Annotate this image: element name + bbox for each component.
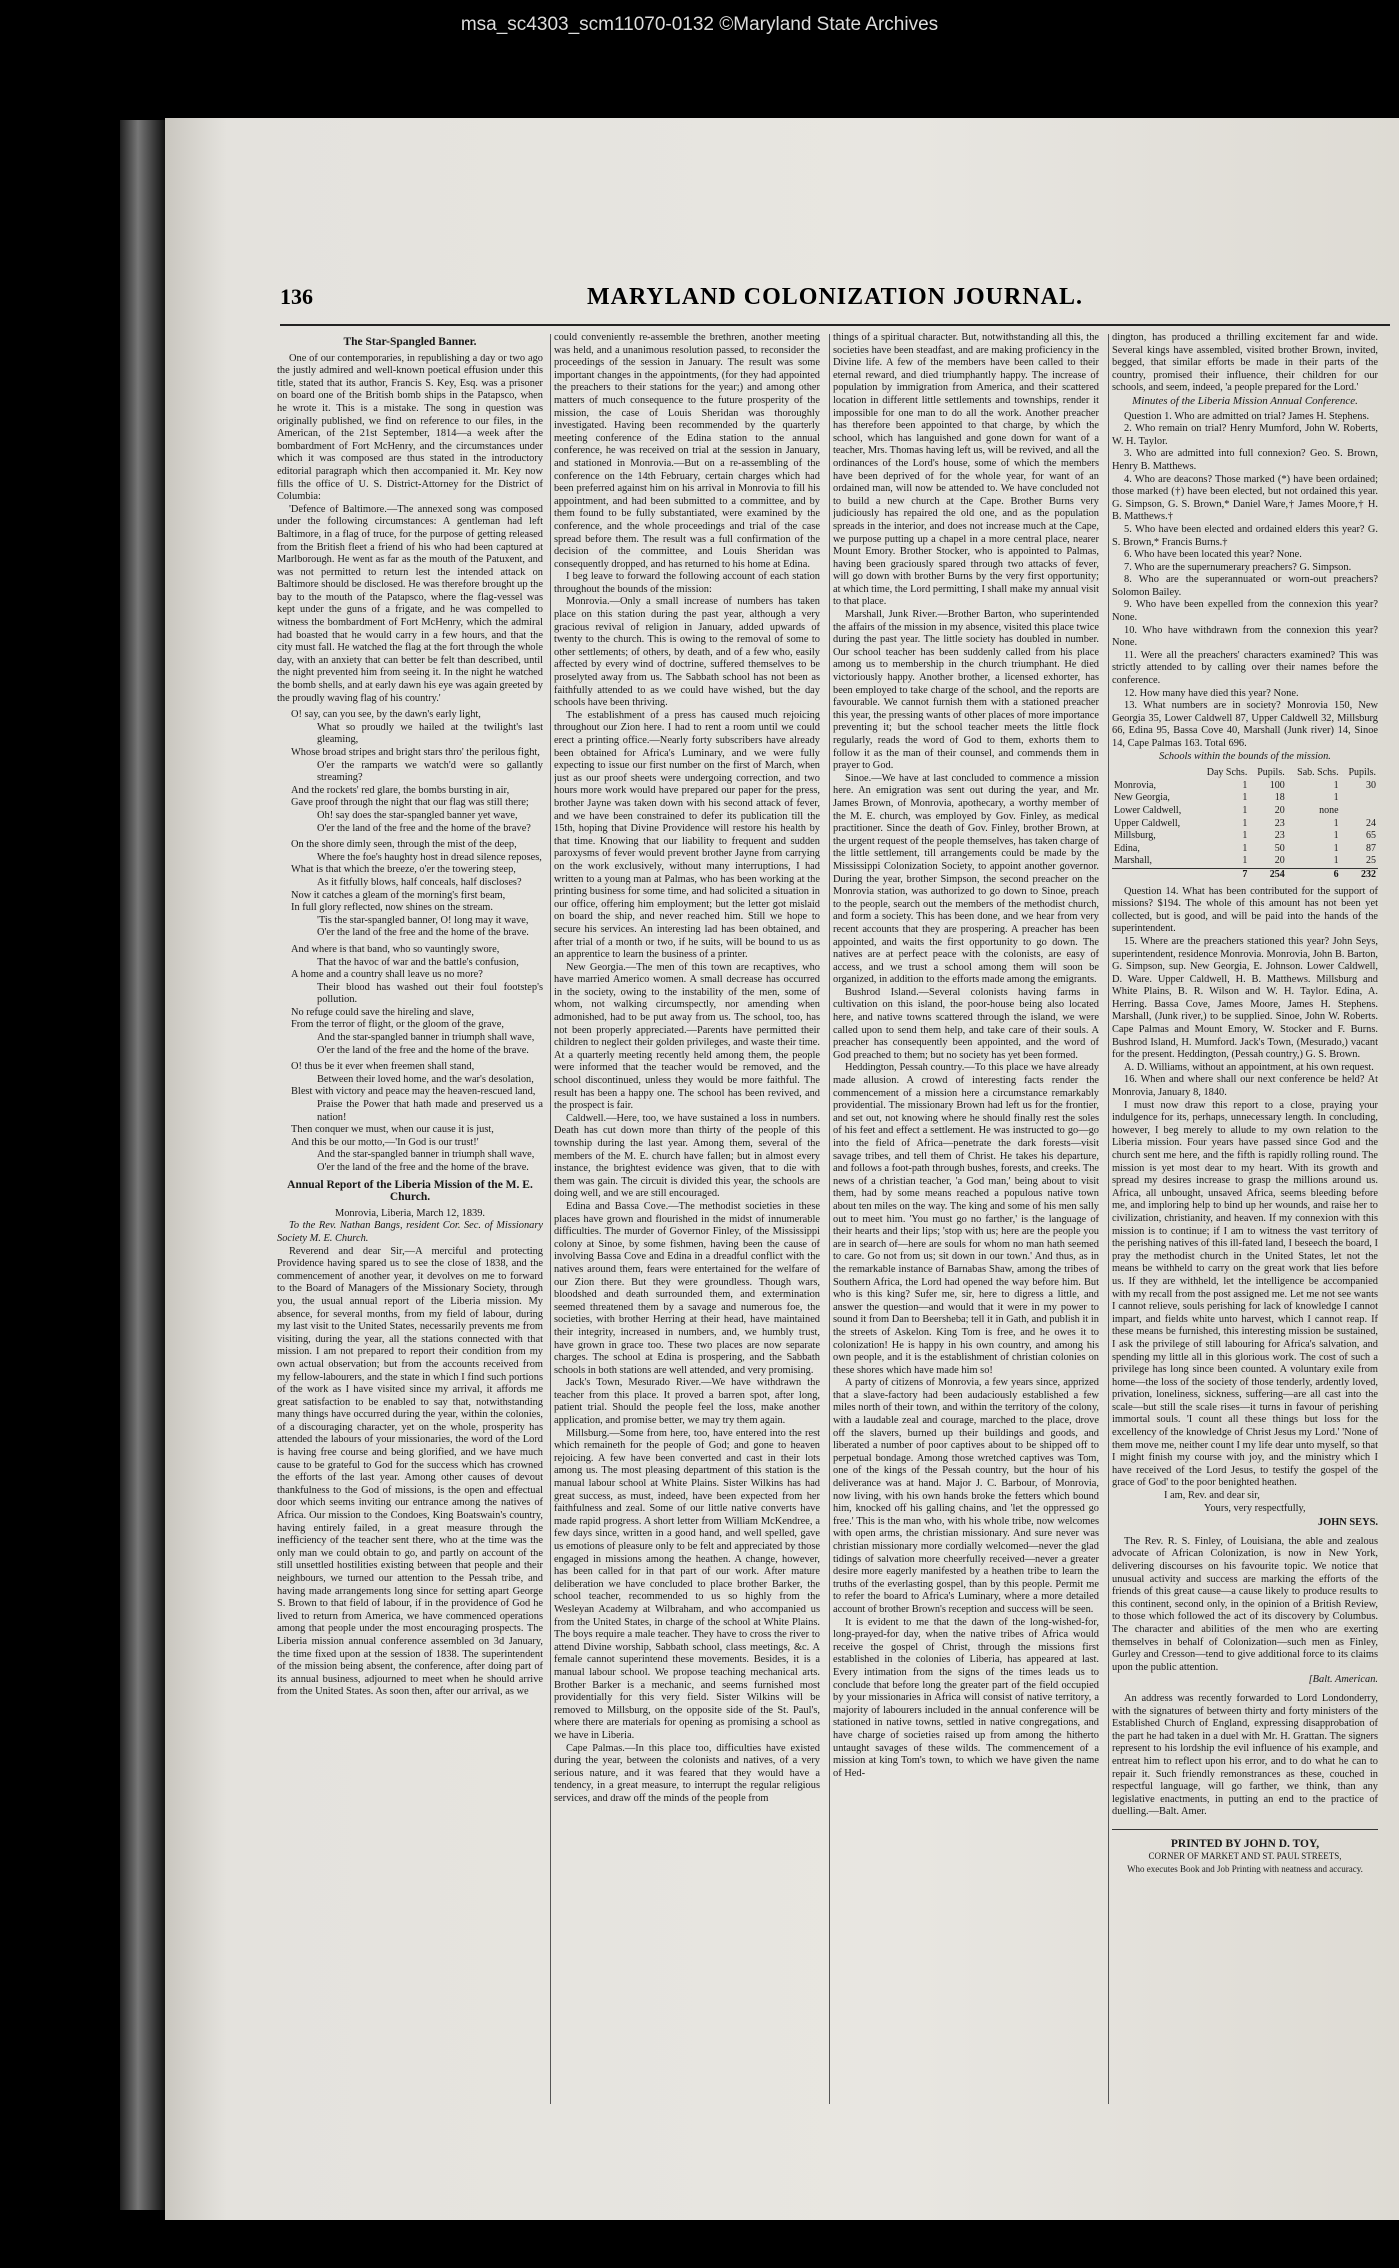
schools-title: Schools within the bounds of the mission. [1159,750,1331,762]
table-header-cell [1112,767,1196,780]
question: 11. Were all the preachers' characters examined? This was strictly attended to by calling over their names before the conference. [1112,649,1378,687]
poem-stanza [277,839,543,940]
table-cell: 1 [1333,817,1339,829]
poem-line: And the star-spangled banner in triumph shall wave, [317,1032,535,1044]
column-rule [550,334,551,2104]
article-heading: Annual Report of the Liberia Mission of the M. E. Church. [287,1178,533,1204]
printer-tagline: Who executes Book and Job Printing with neatness and accuracy. [1127,1864,1363,1875]
table-cell: 1 [1333,792,1339,804]
poem-line: What so proudly we hailed at the twilight's last gleaming, [317,721,543,746]
column-4 [1112,332,1378,2112]
paragraph: 'Defence of Baltimore.—The annexed song was composed under the following circumstances: A gentleman had left Baltimore, in a flag of truce, for the purpose of getting released from the British fleet a friend of his who had been captured at Marlborough. He went as far as the mouth of the Patuxent, and was not permitted to return lest the intended attack on Baltimore should be disclosed. He was therefore brought up the bay to the mouth of the Patapsco, where the flag-vessel was kept under the guns of a frigate, and he was compelled to witness the bombardment of Fort McHenry, which the admiral had boasted that he would carry in a few hours, and that the city must fall. He watched the flag at the fort through the whole day, with an anxiety that can better be felt than described, until the night prevented him from seeing it. In the night he watched the bomb shells, and at early dawn his eye was again greeted by the proudly waving flag of his country.' [277,503,543,704]
paragraph: Cape Palmas.—In this place too, difficulties have existed during the year, between the colonists and natives, of a very serious nature, and it was feared that they would have a tendency, in a great measure, to interrupt the regular religious services, and draw off the minds of the people from [554,1742,820,1804]
poem-line: O! thus be it ever when freemen shall stand, [291,1061,475,1073]
question: 9. Who have been expelled from the connexion this year? None. [1112,599,1378,624]
minutes-title: Minutes of the Liberia Mission Annual Conference. [1132,394,1358,407]
poem-line: What is that which the breeze, o'er the towering steep, [291,864,516,876]
poem-line: Now it catches a gleam of the morning's first beam, [291,889,506,901]
address-line: To the Rev. Nathan Bangs, resident Cor. Sec. of Missionary Society M. E. Church. [277,1220,543,1244]
table-cell: New Georgia, [1114,792,1170,804]
table-row [1112,818,1378,831]
paragraph: The establishment of a press has caused much rejoicing throughout our Zion here. I had to rent a room until we could erect a printing office.—Nearly forty subscribers have already been obtained for Africa's Luminary, and we were fully expecting to issue our first number on the first of March, when just as our proof sheets were undergoing correction, and two hours more work would have prepared our paper for the press, brother Jayne was taken down with his second attack of fever, and we have been constrained to defer its publication till the 15th, hoping that Divine Providence will restore his health by that time. Knowing that our liability to frequent and sudden paroxysms of fever would prevent brother Jayne from carrying on the work exclusively, without many interruptions, I had written to a young man at Palmas, who has been working at the printing business for some time, and had solicited a situation in our office, offering him employment; but the letter got mislaid on board the ship, and never reached him. Still we hope to secure his services. An interesting lad has been obtained, and after trial of a month or two, if he suits, will be bound to us as an apprentice to learn the business of a printer. [554,709,820,961]
table-cell: 1 [1242,804,1248,816]
table-cell: 20 [1274,804,1285,816]
poem-line: No refuge could save the hireling and slave, [291,1006,474,1018]
column-3 [833,332,1099,2112]
poem-stanza [277,709,543,835]
poem-line: And the rockets' red glare, the bombs bursting in air, [291,784,510,796]
poem-stanza [277,1061,543,1174]
poem-line: That the havoc of war and the battle's confusion, [317,956,519,968]
table-cell: Marshall, [1114,855,1153,867]
table-cell: 1 [1242,842,1248,854]
table-cell: 6 [1287,868,1341,881]
printer-name: PRINTED BY JOHN D. TOY, [1170,1837,1320,1850]
table-header-cell: Day Schs. [1206,767,1248,779]
paragraph: It is evident to me that the dawn of the long-wished-for, long-prayed-for day, when the native tribes of Africa would receive the gospel of Christ, through the missions first established in the colonies of Liberia, has appeared at last. Every intimation from the signs of the times leads us to conclude that before long the greater part of the field occupied by your missionaries in Africa will consist of native territory, a majority of labourers included in the annual conference will be stationed in native towns, settled in native congregations, and have charge of societies raised up from among the hitherto untaught savages of these wilds. The commencement of a mission at king Tom's town, to which we have given the name of Hed- [833,1616,1099,1779]
poem-line: O'er the land of the free and the home of the brave? [317,822,531,834]
paragraph: New Georgia.—The men of this town are recaptives, who have married Americo women. A small decrease has occurred in the society, owing to the instability of the men, some of whom, not walking circumspectly, nor amending when admonished, had to be put away from us. The school, too, has not been properly appreciated.—Parents have permitted their children to neglect their golden privileges, and waste their time. At a quarterly meeting recently held among them, the people were informed that the teacher would be removed, and the school discontinued, unless they would be more faithful. The result has been a happy one. The school has been revived, and the prospect is fair. [554,961,820,1112]
source-credit: [Balt. American. [1308,1674,1378,1686]
dateline: Monrovia, Liberia, March 12, 1839. [334,1207,486,1219]
question: 2. Who remain on trial? Henry Mumford, John W. Roberts, W. H. Taylor. [1112,423,1378,447]
poem-line: O'er the land of the free and the home of the brave. [317,927,529,939]
question: 5. Who have been elected and ordained elders this year? G. S. Brown,* Francis Burns.† [1112,523,1378,548]
paragraph: Monrovia.—Only a small increase of numbers has taken place on this station during the past year, although a very gracious revival of religion in January, added upwards of twenty to the church. This is owing to the removal of some to other settlements; of others, by death, and of a few who, easily affected by every wind of doctrine, suffered themselves to be proselyted away from us. The Sabbath school has not been as faithfully attended to as we could have wished, but the day schools have been thriving. [554,596,820,709]
table-cell: 1 [1242,855,1248,867]
table-cell: 1 [1242,779,1248,791]
table-cell: 25 [1366,855,1376,867]
table-cell: 1 [1333,855,1339,867]
question: 6. Who have been located this year? None. [1124,549,1302,561]
paragraph: One of our contemporaries, in republishing a day or two ago the justly admired and well-known poetical effusion under this title, stated that its author, Francis S. Key, Esq. was a prisoner on board one of the British bomb ships in the Patapsco, when he wrote it. This is a mistake. The song in question was originally published, we find on reference to our files, in the American, of the 21st September, 1814—a week after the bombardment of Fort McHenry, and the circumstances under which it was composed are thus stated in the introductory editorial paragraph which then accompanied it. Mr. Key now fills the office of U. S. District-Attorney for the District of Columbia: [277,352,543,503]
table-cell: 50 [1274,842,1285,854]
table-cell: 24 [1366,817,1376,829]
poem-line: O'er the land of the free and the home of the brave. [317,1044,529,1056]
paragraph: Reverend and dear Sir,—A merciful and protecting Providence having spared us to see the close of 1838, and the commencement of another year, it devolves on me to forward to the Board of Managers of the Missionary Society, through you, the usual annual report of the Liberia mission. My absence, for several months, from my field of labour, during my last visit to the United States, necessarily prevents me from visiting, during the year, all the stations connected with that mission. I am not prepared to report their condition from my own actual observation; but from the accounts received from my fellow-labourers, and the state in which I find such portions of the work as I have visited since my arrival, it affords me great satisfaction to be enabled to say that, notwithstanding many things have occurred during the year, within the colonies, of a discouraging character, yet on the whole, prosperity has attended the labours of your missionaries, the word of the Lord is having free course and being glorified, and we have much cause to be grateful to God for the success which has crowned the efforts of the last year. Among other causes of devout thankfulness to the God of missions, is the open and effectual door which seems inviting our entrance among the natives of Africa. Our mission to the Condoes, King Boatswain's country, having entirely failed, in a great measure through the inefficiency of the teacher sent there, who at the time was the only man we could obtain to go, and partly on account of the still unsettled hostilities existing between that people and their neighbours, we turned our attention to the Pessah tribe, and having made arrangements long since for setting apart George S. Brown to that field of labour, if in the providence of God he lived to return from America, we have commenced operations among that people under the most encouraging prospects. The Liberia mission annual conference assembled on 3d January, the time fixed upon at the session of 1838. The superintendent of the mission being absent, the conference, after doing part of its annual business, adjourned to meet when he should arrive from the United States. As soon then, after our arrival, as we [277,1245,543,1698]
question: 16. When and where shall our next conference be held? At Monrovia, January 8, 1840. [1112,1074,1378,1099]
paragraph: The Rev. R. S. Finley, of Louisiana, the able and zealous advocate of African Colonization, is now in New York, delivering discourses on his favourite topic. We notice that unusual activity and success are marking the efforts of the friends of this great cause—a cause likely to produce results to this continent, second only, in the opinion of a British Review, to those which followed the act of its discovery by Columbus. The character and abilities of the men who are exerting themselves in behalf of Colonization—such men as Finley, Gurley and Cresson—tend to give additional force to its claims upon the public attention. [1112,1535,1378,1673]
closing-line: I am, Rev. and dear sir, [1164,1490,1260,1502]
table-cell: Millsburg, [1114,830,1156,842]
paragraph: Caldwell.—Here, too, we have sustained a loss in numbers. Death has cut down more than thirty of the people of this township during the last year. Among them, several of the members of the M. E. church have fallen; but in almost every instance, the brightest evidence was given, that to die with them was gain. The circuit is divided this year, the schools are doing well, and we are still encouraged. [554,1112,820,1200]
poem-line: Oh! say does the star-spangled banner yet wave, [317,809,518,821]
question: 7. Who are the supernumerary preachers? G. Simpson. [1124,561,1352,573]
table-cell: Upper Caldwell, [1114,817,1181,829]
paragraph: dington, has produced a thrilling excitement far and wide. Several kings have assembled, visited brother Brown, invited, begged, that similar efforts be made in their parts of the country, promised their influence, their children for our schools, and seem, indeed, 'a people prepared for the Lord.' [1112,332,1378,394]
table-row [1112,830,1378,843]
journal-page [165,118,1399,2220]
paragraph: Bushrod Island.—Several colonists having farms in cultivation on this island, the poor-house being also located here, and native towns scattered through the island, we were called upon to send them help, and take care of their souls. A preacher has consequently been appointed, and the word of God preached to them; but no society has yet been formed. [833,986,1099,1061]
table-cell: 1 [1242,792,1248,804]
table-cell: 232 [1341,868,1378,881]
table-header-cell: Pupils. [1348,767,1376,779]
archive-header: msa_sc4303_scm11070-0132 ©Maryland State Archives [460,14,939,35]
question: A. D. Williams, without an appointment, at his own request. [1124,1061,1374,1073]
table-cell: 1 [1333,830,1339,842]
poem-line: O'er the ramparts we watch'd were so gallantly streaming? [317,759,543,784]
article-heading: The Star-Spangled Banner. [343,336,477,348]
table-row [1112,805,1378,818]
question: 13. What numbers are in society? Monrovia 150, New Georgia 35, Lower Caldwell 87, Upper Caldwell 32, Millsburg 66, Edina 95, Bassa Cove 40, Marshall (Junk river) 14, Sinoe 14, Cape Palmas 163. Total 696. [1112,700,1378,749]
poem-line: In full glory reflected, now shines on the stream. [291,902,493,914]
poem-line: And this be our motto,—'In God is our trust!' [291,1136,479,1148]
signature: JOHN SEYS. [1317,1517,1378,1529]
poem-line: As it fitfully blows, half conceals, half discloses? [317,876,522,888]
paragraph: Jack's Town, Mesurado River.—We have withdrawn the teacher from this place. It proved a barren spot, after long, patient trial. Should the people feel the loss, make another application, and promise better, we may try them again. [554,1377,820,1427]
paragraph: Sinoe.—We have at last concluded to commence a mission here. An emigration was sent out during the year, and Mr. James Brown, of Monrovia, apothecary, a worthy member of the M. E. church, was employed by Gov. Finley, as medical practitioner. Since the death of Gov. Finley, brother Brown, at the urgent request of the people themselves, has taken charge of the little settlement, till arrangements could be made by the Mississippi Colonization Society, to appoint another governor. During the year, brother Simpson, the second preacher on the Monrovia station, was authorized to go down to Sinoe, preach to the people, search out the members of the methodist church, and form a society. This has been done, and we hear from very recent accounts that they are prospering. A preacher has been appointed, and waits the first opportunity to go down. The natives are at perfect peace with the colonists, are easy of access, and we trust a school among them will soon be organized, in addition to the efforts made among the emigrants. [833,772,1099,986]
schools-table [1112,767,1378,881]
table-cell [1112,868,1196,881]
poem-line: Blest with victory and peace may the heaven-rescued land, [291,1086,536,1098]
table-cell: 87 [1366,842,1376,854]
book-binding [120,120,165,2210]
paragraph: Marshall, Junk River.—Brother Barton, who superintended the affairs of the mission in my absence, visited this place twice during the past year. The little society has doubled in number. Our school teacher has been suddenly called from his place among us to membership in the church triumphant. He died victoriously happy. Another brother, a licensed exhorter, has been employed to take charge of the school, and the reports are favourable. We cannot furnish them with a stationed preacher this year, the pressing wants of other places of more importance preventing it; but the school teacher meets the little flock regularly, reads the word of God to them, exhorts them to follow it as the man of their counsel, and commends them in prayer to God. [833,609,1099,772]
question: 8. Who are the superannuated or worn-out preachers? Solomon Bailey. [1112,574,1378,598]
poem-line: And the star-spangled banner in triumph shall wave, [317,1149,535,1161]
printer-address: CORNER OF MARKET AND ST. PAUL STREETS, [1148,1851,1342,1862]
table-cell [1341,792,1378,805]
column-2 [554,332,820,2112]
paragraph: things of a spiritual character. But, notwithstanding all this, the societies have been steadfast, and are making proficiency in the Divine life. A few of the members have been called to their eternal reward, and died triumphantly happy. The increase of population by immigration from America, and their scattered location in different little settlements and townships, render it impossible for one man to do all the work. Another preacher has therefore been appointed to that charge, by which the school, which has languished and gone down for want of a teacher, Mrs. Thomas having left us, will be revived, and all the ordinances of the Lord's house, some of which the members have been deprived of for the whole year, for want of an ordained man, will now be attended to. We have concluded not to build a new church at the Cape. Brother Burns very judiciously has repaired the old one, and as the population spreads in the interior, and does not increase much at the Cape, we purpose putting up a chapel in a more central place, nearer Mount Emory. Brother Stocker, who is appointed to Palmas, having been graciously spared through two attacks of fever, will go down with brother Burns by the very first opportunity; at which time, the Lord permitting, I shall make my annual visit to that place. [833,332,1099,608]
poem-line: O'er the land of the free and the home of the brave. [317,1162,529,1173]
paragraph: Edina and Bassa Cove.—The methodist societies in these places have grown and flourished in the midst of innumerable difficulties. The murder of Governor Finley, of the Mississippi colony at Sinoe, by some fishmen, having been the cause of involving Bassa Cove and Edina in a dreadful conflict with the natives around them, fears were entertained for the welfare of our Zion there. But they were groundless. Though wars, bloodshed and death surrounded them, and extermination seemed threatened them by a savage and numerous foe, the societies, with brother Herring at their head, have maintained their integrity, increased in numbers, and, we humbly trust, have grown in grace too. These two places are now separate charges. The school at Edina is prospering, and the Sabbath schools in both stations are well attended, and very promising. [554,1200,820,1376]
paragraph: I beg leave to forward the following account of each station throughout the bounds of the mission: [554,571,820,595]
running-head [280,278,1390,326]
table-row [1112,780,1378,793]
question: 12. How many have died this year? None. [1124,687,1299,699]
poem-line: O! say, can you see, by the dawn's early light, [291,709,481,721]
paragraph: I must now draw this report to a close, praying your indulgence for its, perhaps, unnecessary length. In concluding, however, I beg merely to allude to my own relation to the Liberia mission. Four years have passed since God and the church sent me here, and the fifth is rapidly rolling round. The mission is yet most dear to my heart. With its growth and spread my desires increase to grasp the millions around us. Africa, all unbought, unsaved Africa, seems bleeding before me, and imploring help to bind up her wounds, and raise her to civilization, christianity, and heaven. If my connexion with this mission is to continue; if I am to witness the vast territory of the perishing natives of this ill-fated land, I beseech the board, I pray the methodist church in the United States, let not the means be withheld to carry on the great work that lies before us. If they are withheld, let the intelligence be accompanied with my recall from the post assigned me. Let me not see wants I cannot relieve, souls perishing for lack of knowledge I cannot impart, and fields white unto harvest, which I cannot reap. If these means be furnished, this interesting mission be sustained, I ask the privilege of still labouring for Africa's salvation, and spending my little all in this glorious work. The cost of such a privilege has long since been counted. A voluntary exile from home—the loss of the society of those tenderly, ardently loved, privation, loneliness, sickness, suffering—are all cast into the scale—but still the scale rises—it turns in favour of perishing immortal souls. 'I count all these things but loss for the excellency of the knowledge of Christ Jesus my Lord.' 'None of them move me, neither count I my life dear unto myself, so that I might finish my course with joy, and the ministry which I have received of the Lord Jesus, to testify the gospel of the grace of God' to the poor benighted heathen. [1112,1099,1378,1489]
table-cell: Monrovia, [1114,779,1156,791]
column-rule [829,334,830,2104]
table-total-row [1112,868,1378,881]
poem-line: Between their loved home, and the war's desolation, [317,1073,534,1085]
page-number: 136 [280,284,313,309]
paragraph: could conveniently re-assemble the brethren, another meeting was held, and a unanimous resolution passed, to reconsider the proceedings of the session in January. The result was some important changes in the appointments, (for they had appointed the preachers to their stations for the year;) and among other matters of much consequence to the future prosperity of the mission, the case of Louis Sheridan was thoroughly investigated. Having been recommended by the quarterly meeting conference of the Edina station to the annual conference, he was received on trial at the session in January, and stationed in Monrovia.—But on a re-assembling of the conference on the 14th February, certain charges which had been preferred against him on his arrival in Monrovia to fill his appointment, and had been submitted to a committee, and by them found to be fully substantiated, were examined by the conference, and the whole proceedings and trial of the case spread before them. The result was a full confirmation of the decision of the committee, and Louis Sheridan was consequently dropped, and has returned to his home at Edina. [554,332,820,570]
poem-line: On the shore dimly seen, through the mist of the deep, [291,839,517,851]
table-header-cell: Pupils. [1257,767,1285,779]
table-row [1112,843,1378,856]
poem-line: Then conquer we must, when our cause it is just, [291,1124,494,1136]
poem-line: Praise the Power that hath made and preserved us a nation! [317,1099,543,1123]
poem-line: And where is that band, who so vauntingly swore, [291,943,500,955]
table-cell: 1 [1333,779,1339,791]
table-cell: 20 [1274,855,1285,867]
table-header-row [1112,767,1378,780]
table-cell: 18 [1274,792,1285,804]
paragraph: Heddington, Pessah country.—To this place we have already made allusion. A crowd of interesting facts render the commencement of a mission here a circumstance remarkably providential. The missionary Brown had left us for the frontier, and set out, not knowing where he should finally rest the soles of his feet and effect a settlement. He was instructed to go—go into the field of Africa—penetrate the dark forests—visit savage tribes, and tell them of Christ. He takes his departure, and follows a foot-path through bushes, forests, and creeks. The news of a christian teacher, 'a God man,' being about to visit them, had by some means reached a populous native town about ten miles on the way. The king and some of his men sally out to meet him. 'You must go no farther,' is the language of their hearts and their lips; 'stop with us; here are the people you are in search of—here are souls for whom no man hath seemed to care. Go not from us; sit down in our town.' And thus, as in the remarkable instance of Barnabas Shaw, among the tribes of Southern Africa, the Lord had opened the way before him. But who is this king? Sufer me, sir, here to digress a little, and answer the question—and would that it were in my power to sound it from Dan to Beersheba; tell it in Gath, and publish it in the streets of Askelon. King Tom is free, and he owes it to colonization! He is happy in his own country, and among his own people, and it is the establishment of christian colonies on these shores which have made him so! [833,1062,1099,1376]
table-cell: 30 [1366,779,1376,791]
table-cell: 100 [1269,779,1285,791]
table-cell: Lower Caldwell, [1114,804,1182,816]
table-cell [1341,805,1378,818]
table-row [1112,855,1378,868]
table-cell: Edina, [1114,842,1140,854]
question: 15. Where are the preachers stationed this year? John Seys, superintendent, residence Monrovia. Monrovia, John B. Barton, G. Simpson, sup. New Georgia, E. Johnson. Lower Caldwell, D. Ware. Upper Caldwell, H. B. Matthews. Millsburg and White Plains, B. R. Wilson and W. H. Taylor. Edina, A. Herring. Bassa Cove, James Moore, James H. Stephens. Marshall, (Junk river,) to be supplied. Sinoe, John W. Roberts. Cape Palmas and Mount Emory, W. Stocker and F. Burns. Bushrod Island, H. Mumford. Jack's Town, (Mesurado,) vacant for the present. Heddington, (Pessah country,) G. S. Brown. [1112,935,1378,1061]
table-row [1112,792,1378,805]
table-cell: 23 [1274,830,1285,842]
table-cell: 65 [1366,830,1376,842]
poem-line: 'Tis the star-spangled banner, O! long may it wave, [317,914,529,926]
question: 10. Who have withdrawn from the connexion this year? None. [1112,624,1378,649]
printer-imprint [1112,1829,1378,1876]
poem-line: From the terror of flight, or the gloom of the grave, [291,1019,504,1031]
journal-title: MARYLAND COLONIZATION JOURNAL. [586,284,1084,310]
table-cell: 7 [1196,868,1249,881]
table-cell: 23 [1274,817,1285,829]
table-cell: 1 [1242,817,1248,829]
closing-line: Yours, very respectfully, [1204,1502,1306,1514]
table-header-cell: Sab. Schs. [1297,767,1339,779]
poem-line: A home and a country shall leave us no more? [291,969,483,981]
poem-line: Their blood has washed out their foul footstep's pollution. [317,981,543,1006]
question: Question 1. Who are admitted on trial? James H. Stephens. [1124,410,1370,422]
question: 4. Who are deacons? Those marked (*) have been ordained; those marked (†) have been elected, but not ordained this year. G. Simpson, G. S. Brown,* Daniel Ware,† James Moore,† H. B. Matthews.† [1112,473,1378,523]
poem-line: Whose broad stripes and bright stars thro' the perilous fight, [291,747,540,758]
table-cell: 1 [1333,842,1339,854]
paragraph: A party of citizens of Monrovia, a few years since, apprized that a slave-factory had been audaciously established a few miles north of their town, and within the territory of the colony, with a laudable zeal and courage, marched to the place, drove off the slavers, burned up their buildings and goods, and liberated a number of poor captives about to be shipped off to perpetual bondage. Among those wretched captives was Tom, one of the kings of the Pessah country, but the hour of his deliverance was at hand. Major J. C. Barbour, of Monrovia, now living, with his own hands broke the fetters which bound him, knocked off his galling chains, and 'let the oppressed go free.' This is the man who, with his whole tribe, now welcomes with open arms, the christian missionary. And sure never was christian missionary more cordially welcomed—never the glad tidings of salvation more cheerfully received—never a greater desire more eagerly manifested by a heathen tribe to learn the truths of the everlasting gospel, than by this people. Permit me to refer the board to Africa's Luminary, where a more detailed account of brother Brown's reception and success will be seen. [833,1377,1099,1615]
table-cell: 1 [1242,830,1248,842]
question: 3. Who are admitted into full connexion? Geo. S. Brown, Henry B. Matthews. [1112,448,1378,472]
table-cell: none [1319,804,1339,816]
table-cell: 254 [1249,868,1286,881]
poem-stanza [277,944,543,1057]
paragraph: An address was recently forwarded to Lord Londonderry, with the signatures of between thirty and forty ministers of the Established Church of England, expressing disapprobation of the part he had taken in a duel with Mr. H. Grattan. The signers represent to his lordship the evil influence of his example, and entreat him to reflect upon his error, and to do what he can to repair it. Such friendly remonstrances as these, couched in respectful language, will go farther, we think, than any legislative enactments, in putting an end to the practice of duelling.—Balt. Amer. [1112,1692,1378,1818]
paragraph: Millsburg.—Some from here, too, have entered into the rest which remaineth for the people of God; and gone to heaven rejoicing. A few have been converted and cast in their lots among us. The most pleasing department of this station is the manual labour school at White Plains. Sister Wilkins has had great success, as must, indeed, have been expected from her faithfulness and zeal. Some of our little native converts have made rapid progress. A short letter from William McKendree, a few days since, written in a good hand, and well spelled, gave us emotions of pleasure only to be felt and appreciated by those engaged in missions among the heathen. A change, however, has been called for in that part of our work. After mature deliberation we have concluded to place brother Barker, the school teacher, recommended to us so highly from the Wesleyan Academy at Wilbraham, and who accompanied us from the United States, in charge of the school at White Plains. The boys require a male teacher. They have to cross the river to attend Divine worship, Sabbath school, class meetings, &c. A female cannot superintend these movements. Besides, it is a manual labour school. We propose teaching mechanical arts. Brother Barker is a mechanic, and seems furnished most providentially for this very field. Sister Wilkins will be removed to Millsburg, on the opposite side of the St. Paul's, where there are materials for opening as promising a school as we have in Liberia. [554,1427,820,1741]
column-1 [277,332,543,2112]
column-rule [1108,334,1109,2104]
poem-line: Where the foe's haughty host in dread silence reposes, [317,851,542,863]
poem-line: Gave proof through the night that our flag was still there; [291,797,529,809]
question: Question 14. What has been contributed for the support of missions? $194. The whole of this amount has not been yet collected, but is good, and will be paid into the hands of the superintendent. [1112,885,1378,935]
